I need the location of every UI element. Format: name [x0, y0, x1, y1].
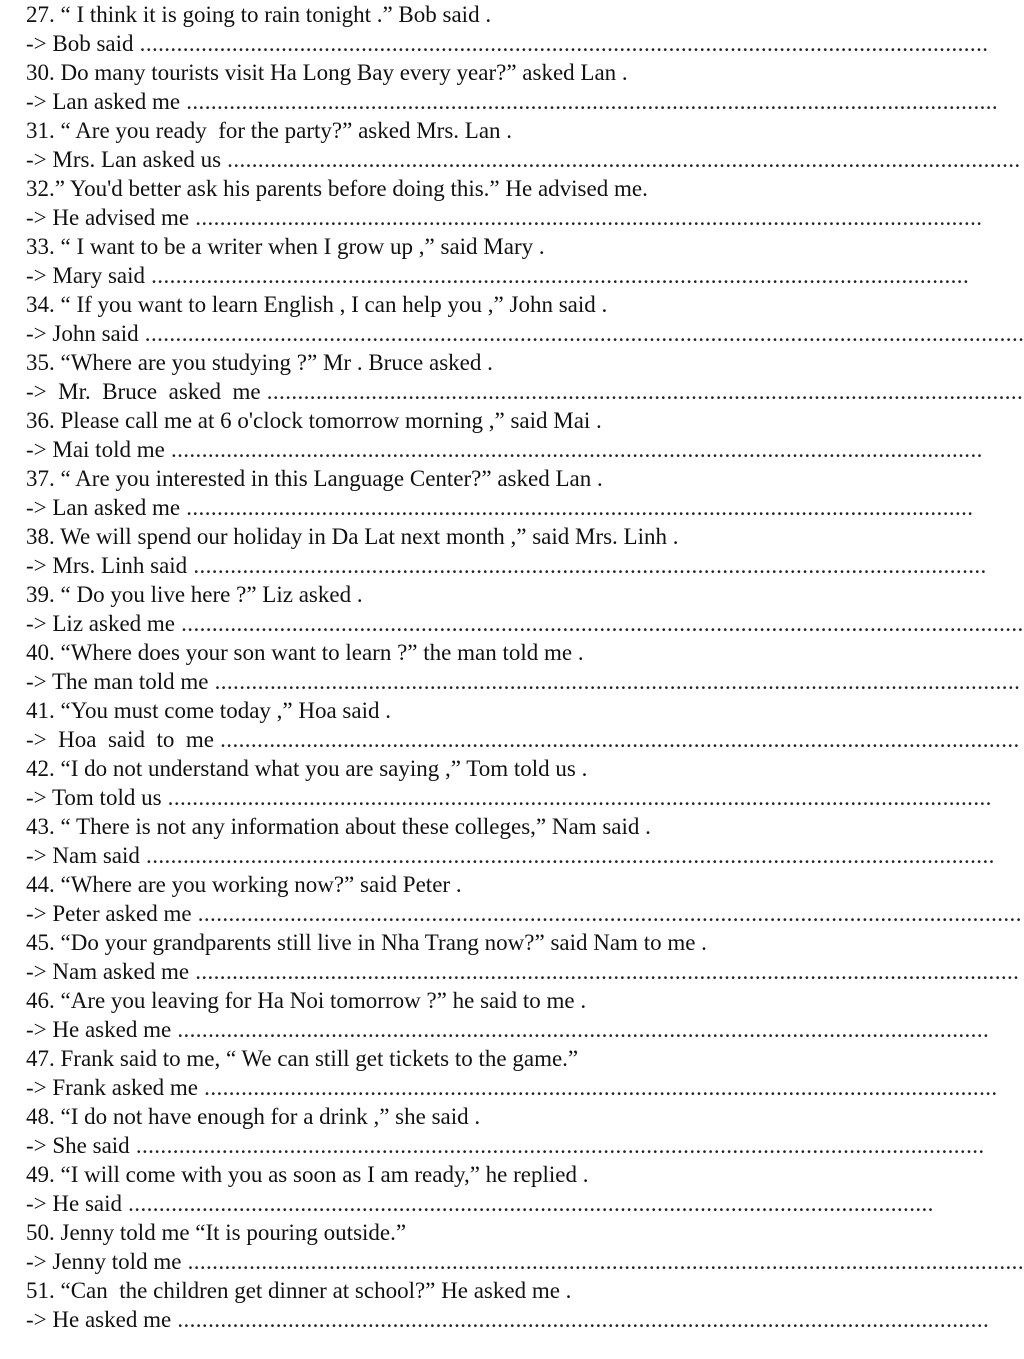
answer-blank[interactable]: ............................................................................................................................................... [138, 321, 1024, 346]
answer-blank[interactable]: .......................................................................................................................................... [129, 1133, 985, 1158]
answer-blank[interactable]: ...................................................................................................................................... [191, 901, 1022, 926]
answer-line[interactable] [0, 783, 1024, 812]
exercise-item [0, 986, 1024, 1044]
exercise-item [0, 928, 1024, 986]
answer-prompt: -> Nam said [26, 843, 140, 868]
answer-line[interactable] [0, 841, 1024, 870]
answer-line[interactable] [0, 1189, 1024, 1218]
answer-blank[interactable]: .................................................................................................................................... [180, 89, 999, 114]
answer-line[interactable] [0, 957, 1024, 986]
answer-line[interactable] [0, 319, 1024, 348]
answer-line[interactable] [0, 725, 1024, 754]
answer-line[interactable] [0, 1015, 1024, 1044]
answer-prompt: -> Peter asked me [26, 901, 192, 926]
answer-line[interactable] [0, 87, 1024, 116]
answer-prompt: -> She said [26, 1133, 130, 1158]
answer-prompt: -> Mrs. Linh said [26, 553, 188, 578]
answer-prompt: -> He asked me [26, 1307, 172, 1332]
answer-prompt: -> Bob said [26, 31, 134, 56]
answer-line[interactable] [0, 145, 1024, 174]
answer-prompt: -> Mr. Bruce asked me [26, 379, 261, 404]
question-text: 36. Please call me at 6 o'clock tomorrow morning ,” said Mai . [26, 408, 602, 433]
answer-prompt: -> Hoa said to me [26, 727, 214, 752]
exercise-item [0, 58, 1024, 116]
exercise-item [0, 232, 1024, 290]
answer-blank[interactable]: ................................................................................................................................... [208, 669, 1021, 694]
answer-prompt: -> He asked me [26, 1017, 172, 1042]
answer-blank[interactable]: ................................................................................................................................... [122, 1191, 934, 1216]
answer-prompt: -> Jenny told me [26, 1249, 182, 1274]
question-text: 31. “ Are you ready for the party?” asked Mrs. Lan . [26, 118, 513, 143]
question-text: 32.” You'd better ask his parents before doing this.” He advised me. [26, 176, 648, 201]
question-text: 43. “ There is not any information about these colleges,” Nam said . [26, 814, 651, 839]
answer-prompt: -> John said [26, 321, 139, 346]
question-text: 49. “I will come with you as soon as I am ready,” he replied . [26, 1162, 589, 1187]
question-text: 46. “Are you leaving for Ha Noi tomorrow ?” he said to me . [26, 988, 587, 1013]
question-text: 48. “I do not have enough for a drink ,” she said . [26, 1104, 481, 1129]
answer-line[interactable] [0, 1247, 1024, 1276]
question-text: 51. “Can the children get dinner at school?” He asked me . [26, 1278, 572, 1303]
question-text: 42. “I do not understand what you are saying ,” Tom told us . [26, 756, 588, 781]
answer-line[interactable] [0, 29, 1024, 58]
answer-prompt: -> Lan asked me [26, 495, 181, 520]
answer-blank[interactable]: ................................................................................................................................. [187, 553, 987, 578]
question-text: 40. “Where does your son want to learn ?” the man told me . [26, 640, 584, 665]
exercise-item [0, 1218, 1024, 1276]
exercise-item [0, 638, 1024, 696]
answer-line[interactable] [0, 899, 1024, 928]
exercise-item [0, 0, 1024, 58]
exercise-item [0, 696, 1024, 754]
answer-blank[interactable]: ...................................................................................................................................... [161, 785, 992, 810]
exercise-item [0, 754, 1024, 812]
question-text: 38. We will spend our holiday in Da Lat next month ,” said Mrs. Linh . [26, 524, 679, 549]
answer-prompt: -> Mary said [26, 263, 145, 288]
answer-blank[interactable]: .......................................................................................................................................... [133, 31, 989, 56]
exercise-item [0, 1044, 1024, 1102]
question-text: 27. “ I think it is going to rain tonight .” Bob said . [26, 2, 492, 27]
question-text: 37. “ Are you interested in this Language Center?” asked Lan . [26, 466, 603, 491]
answer-line[interactable] [0, 493, 1024, 522]
question-text: 33. “ I want to be a writer when I grow up ,” said Mary . [26, 234, 545, 259]
exercise-item [0, 1102, 1024, 1160]
answer-line[interactable] [0, 551, 1024, 580]
answer-prompt: -> He advised me [26, 205, 190, 230]
question-text: 35. “Where are you studying ?” Mr . Bruce asked . [26, 350, 493, 375]
answer-blank[interactable]: ........................................................................................................................... [260, 379, 1024, 404]
answer-prompt: -> Frank asked me [26, 1075, 199, 1100]
answer-line[interactable] [0, 1131, 1024, 1160]
question-text: 45. “Do your grandparents still live in Nha Trang now?” said Nam to me . [26, 930, 707, 955]
answer-line[interactable] [0, 1305, 1024, 1334]
answer-line[interactable] [0, 435, 1024, 464]
question-text: 47. Frank said to me, “ We can still get tickets to the game.” [26, 1046, 579, 1071]
answer-prompt: -> The man told me [26, 669, 209, 694]
answer-blank[interactable]: ......................................................................................................................................... [175, 611, 1024, 636]
answer-line[interactable] [0, 667, 1024, 696]
exercise-item [0, 870, 1024, 928]
answer-blank[interactable]: ...................................................................................................................................... [189, 959, 1020, 984]
exercise-item [0, 174, 1024, 232]
answer-prompt: -> Liz asked me [26, 611, 175, 636]
answer-prompt: -> Mai told me [26, 437, 165, 462]
answer-line[interactable] [0, 261, 1024, 290]
answer-prompt: -> Nam asked me [26, 959, 190, 984]
answer-prompt: -> Lan asked me [26, 89, 181, 114]
answer-blank[interactable]: .................................................................................................................................... [171, 1017, 990, 1042]
answer-line[interactable] [0, 609, 1024, 638]
answer-prompt: -> Mrs. Lan asked us [26, 147, 222, 172]
answer-line[interactable] [0, 1073, 1024, 1102]
question-text: 41. “You must come today ,” Hoa said . [26, 698, 391, 723]
answer-line[interactable] [0, 377, 1024, 406]
answer-blank[interactable]: .......................................................................................................................................... [139, 843, 995, 868]
exercise-item [0, 406, 1024, 464]
exercise-item [0, 116, 1024, 174]
question-text: 44. “Where are you working now?” said Peter . [26, 872, 462, 897]
exercise-item [0, 464, 1024, 522]
question-text: 39. “ Do you live here ?” Liz asked . [26, 582, 363, 607]
answer-blank[interactable]: ................................................................................................................................. [221, 147, 1021, 172]
question-text: 50. Jenny told me “It is pouring outside.” [26, 1220, 407, 1245]
answer-blank[interactable]: ................................................................................................................................ [180, 495, 974, 520]
answer-blank[interactable]: .................................................................................................................................. [214, 727, 1020, 752]
answer-prompt: -> Tom told us [26, 785, 162, 810]
answer-blank[interactable]: ..................................................................................................................................... [145, 263, 970, 288]
answer-blank[interactable]: ........................................................................................................................................ [181, 1249, 1024, 1274]
answer-line[interactable] [0, 203, 1024, 232]
exercise-item [0, 522, 1024, 580]
answer-blank[interactable]: .................................................................................................................................... [171, 1307, 990, 1332]
exercise-item [0, 1160, 1024, 1218]
answer-blank[interactable]: ................................................................................................................................ [189, 205, 983, 230]
exercise-item [0, 1276, 1024, 1334]
exercise-item [0, 290, 1024, 348]
answer-blank[interactable]: .................................................................................................................................... [164, 437, 983, 462]
answer-blank[interactable]: ................................................................................................................................. [198, 1075, 998, 1100]
exercise-item [0, 580, 1024, 638]
exercise-item [0, 348, 1024, 406]
question-text: 30. Do many tourists visit Ha Long Bay every year?” asked Lan . [26, 60, 628, 85]
question-text: 34. “ If you want to learn English , I can help you ,” John said . [26, 292, 608, 317]
answer-prompt: -> He said [26, 1191, 122, 1216]
exercise-item [0, 812, 1024, 870]
